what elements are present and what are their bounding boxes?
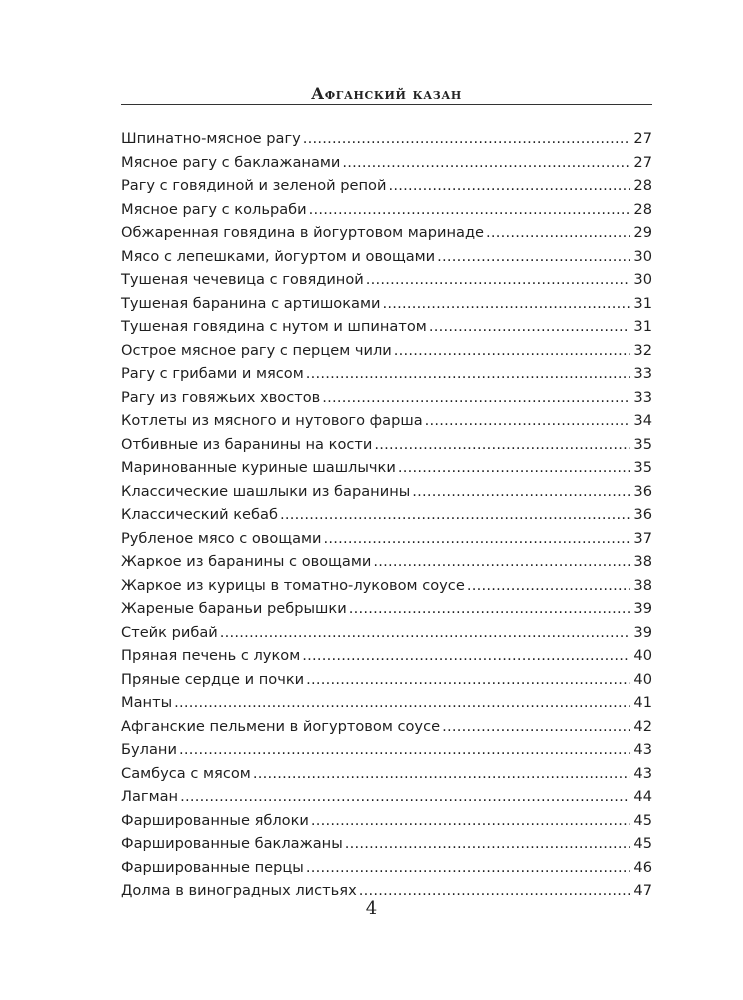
toc-entry-page: 30 — [633, 271, 652, 288]
toc-entry-page: 28 — [633, 177, 652, 194]
toc-entry[interactable] — [121, 715, 652, 739]
toc-entry-page: 33 — [633, 365, 652, 382]
toc-dot-leader — [253, 762, 630, 786]
toc-entry[interactable] — [121, 362, 652, 386]
toc-dot-leader — [425, 409, 630, 433]
running-header: Афганский казан — [311, 84, 462, 103]
toc-entry[interactable] — [121, 174, 652, 198]
toc-entry-title: Долма в виноградных листьях — [121, 882, 357, 899]
toc-entry-page: 42 — [633, 717, 652, 735]
toc-entry-page: 35 — [633, 459, 652, 476]
toc-entry-title: Отбивные из баранины на кости — [121, 435, 373, 453]
toc-dot-leader — [306, 856, 630, 880]
toc-entry-page: 28 — [633, 200, 652, 218]
toc-dot-leader — [366, 268, 630, 292]
toc-entry-title: Рагу с говядиной и зеленой репой — [121, 177, 387, 194]
toc-entry-page: 45 — [633, 835, 652, 852]
toc-dot-leader — [311, 809, 630, 833]
toc-entry-title: Фаршированные перцы — [121, 858, 304, 876]
toc-entry-page: 43 — [633, 764, 652, 782]
toc-entry-page: 43 — [633, 741, 652, 758]
toc-entry[interactable] — [121, 856, 652, 880]
toc-entry[interactable] — [121, 127, 652, 151]
toc-entry-page: 27 — [633, 130, 652, 147]
toc-dot-leader — [486, 221, 630, 245]
toc-entry-title: Самбуса с мясом — [121, 764, 251, 782]
toc-entry-title: Жаркое из курицы в томатно-луковом соусе — [121, 576, 465, 594]
toc-dot-leader — [220, 621, 630, 645]
toc-entry[interactable] — [121, 527, 652, 551]
toc-entry-title: Тушеная баранина с артишоками — [121, 294, 381, 312]
toc-entry-page: 47 — [633, 882, 652, 899]
toc-entry[interactable] — [121, 198, 652, 222]
toc-entry-title: Маринованные куриные шашлычки — [121, 459, 396, 476]
toc-dot-leader — [398, 456, 630, 480]
toc-dot-leader — [179, 738, 630, 762]
toc-dot-leader — [394, 339, 630, 363]
toc-entry[interactable] — [121, 480, 652, 504]
toc-entry[interactable] — [121, 221, 652, 245]
toc-entry[interactable] — [121, 574, 652, 598]
toc-dot-leader — [322, 386, 630, 410]
toc-entry[interactable] — [121, 762, 652, 786]
toc-entry-title: Рубленое мясо с овощами — [121, 529, 322, 547]
toc-entry-title: Лагман — [121, 788, 179, 805]
toc-dot-leader — [306, 362, 630, 386]
toc-entry[interactable] — [121, 668, 652, 692]
toc-entry[interactable] — [121, 621, 652, 645]
toc-entry-page: 30 — [633, 247, 652, 265]
toc-entry-title: Острое мясное рагу с перцем чили — [121, 341, 392, 359]
toc-entry[interactable] — [121, 151, 652, 175]
toc-dot-leader — [342, 151, 630, 175]
toc-entry[interactable] — [121, 292, 652, 316]
toc-entry-page: 36 — [633, 482, 652, 500]
toc-entry-title: Манты — [121, 694, 173, 711]
toc-entry-title: Котлеты из мясного и нутового фарша — [121, 412, 423, 429]
toc-entry[interactable] — [121, 456, 652, 480]
toc-entry-title: Жареные бараньи ребрышки — [121, 600, 347, 617]
toc-dot-leader — [429, 315, 630, 339]
toc-entry-page: 44 — [633, 788, 652, 805]
table-of-contents — [121, 127, 652, 903]
toc-entry-title: Булани — [121, 741, 177, 758]
toc-entry-title: Жаркое из баранины с овощами — [121, 553, 372, 570]
toc-entry-page: 36 — [633, 506, 652, 523]
toc-entry[interactable] — [121, 503, 652, 527]
toc-entry-page: 31 — [633, 318, 652, 335]
toc-entry-title: Стейк рибай — [121, 623, 218, 641]
toc-entry-title: Рагу с грибами и мясом — [121, 365, 304, 382]
toc-entry-page: 35 — [633, 435, 652, 453]
toc-entry-title: Шпинатно-мясное рагу — [121, 130, 301, 147]
toc-entry[interactable] — [121, 691, 652, 715]
toc-dot-leader — [306, 668, 630, 692]
toc-entry[interactable] — [121, 315, 652, 339]
toc-dot-leader — [349, 597, 630, 621]
toc-dot-leader — [309, 198, 630, 222]
toc-entry[interactable] — [121, 550, 652, 574]
toc-entry[interactable] — [121, 409, 652, 433]
toc-entry[interactable] — [121, 386, 652, 410]
toc-entry-title: Обжаренная говядина в йогуртовом маринаде — [121, 224, 485, 241]
toc-entry-page: 46 — [633, 858, 652, 876]
toc-dot-leader — [324, 527, 630, 551]
toc-dot-leader — [412, 480, 630, 504]
toc-entry-title: Тушеная чечевица с говядиной — [121, 271, 364, 288]
toc-entry-title: Мясное рагу с баклажанами — [121, 153, 341, 171]
toc-entry-page: 37 — [633, 529, 652, 547]
toc-entry[interactable] — [121, 433, 652, 457]
toc-dot-leader — [373, 550, 630, 574]
toc-entry[interactable] — [121, 832, 652, 856]
toc-entry-page: 33 — [633, 388, 652, 406]
toc-entry[interactable] — [121, 268, 652, 292]
toc-dot-leader — [174, 691, 630, 715]
toc-entry-title: Афганские пельмени в йогуртовом соусе — [121, 717, 441, 735]
toc-entry-title: Классические шашлыки из баранины — [121, 482, 411, 500]
toc-entry[interactable] — [121, 809, 652, 833]
toc-dot-leader — [437, 245, 630, 269]
toc-entry-page: 27 — [633, 153, 652, 171]
toc-entry-page: 38 — [633, 576, 652, 594]
toc-entry[interactable] — [121, 785, 652, 809]
toc-dot-leader — [302, 644, 630, 668]
toc-entry[interactable] — [121, 245, 652, 269]
toc-entry-page: 38 — [633, 553, 652, 570]
toc-entry-page: 29 — [633, 224, 652, 241]
toc-dot-leader — [180, 785, 630, 809]
toc-entry[interactable] — [121, 597, 652, 621]
toc-dot-leader — [280, 503, 630, 527]
toc-entry-title: Фаршированные баклажаны — [121, 835, 343, 852]
toc-entry-page: 40 — [633, 670, 652, 688]
toc-dot-leader — [382, 292, 630, 316]
toc-entry-title: Тушеная говядина с нутом и шпинатом — [121, 318, 427, 335]
header-rule — [121, 104, 652, 105]
toc-entry-page: 31 — [633, 294, 652, 312]
toc-dot-leader — [442, 715, 630, 739]
toc-entry-page: 32 — [633, 341, 652, 359]
toc-entry-title: Пряная печень с луком — [121, 647, 301, 664]
toc-entry[interactable] — [121, 339, 652, 363]
toc-entry-page: 34 — [633, 412, 652, 429]
toc-dot-leader — [303, 127, 630, 151]
toc-entry-page: 40 — [633, 647, 652, 664]
toc-dot-leader — [467, 574, 630, 598]
toc-entry-page: 41 — [633, 694, 652, 711]
page-number: 4 — [365, 898, 378, 919]
toc-dot-leader — [374, 433, 630, 457]
toc-dot-leader — [388, 174, 630, 198]
toc-entry-page: 39 — [633, 600, 652, 617]
toc-entry-title: Мясо с лепешками, йогуртом и овощами — [121, 247, 436, 265]
toc-entry-title: Классический кебаб — [121, 506, 278, 523]
toc-dot-leader — [345, 832, 630, 856]
toc-entry[interactable] — [121, 644, 652, 668]
toc-entry-title: Рагу из говяжьих хвостов — [121, 388, 321, 406]
toc-entry-title: Мясное рагу с кольраби — [121, 200, 307, 218]
toc-entry[interactable] — [121, 738, 652, 762]
toc-entry-page: 39 — [633, 623, 652, 641]
toc-entry-page: 45 — [633, 811, 652, 829]
toc-entry-title: Пряные сердце и почки — [121, 670, 305, 688]
toc-entry-title: Фаршированные яблоки — [121, 811, 309, 829]
